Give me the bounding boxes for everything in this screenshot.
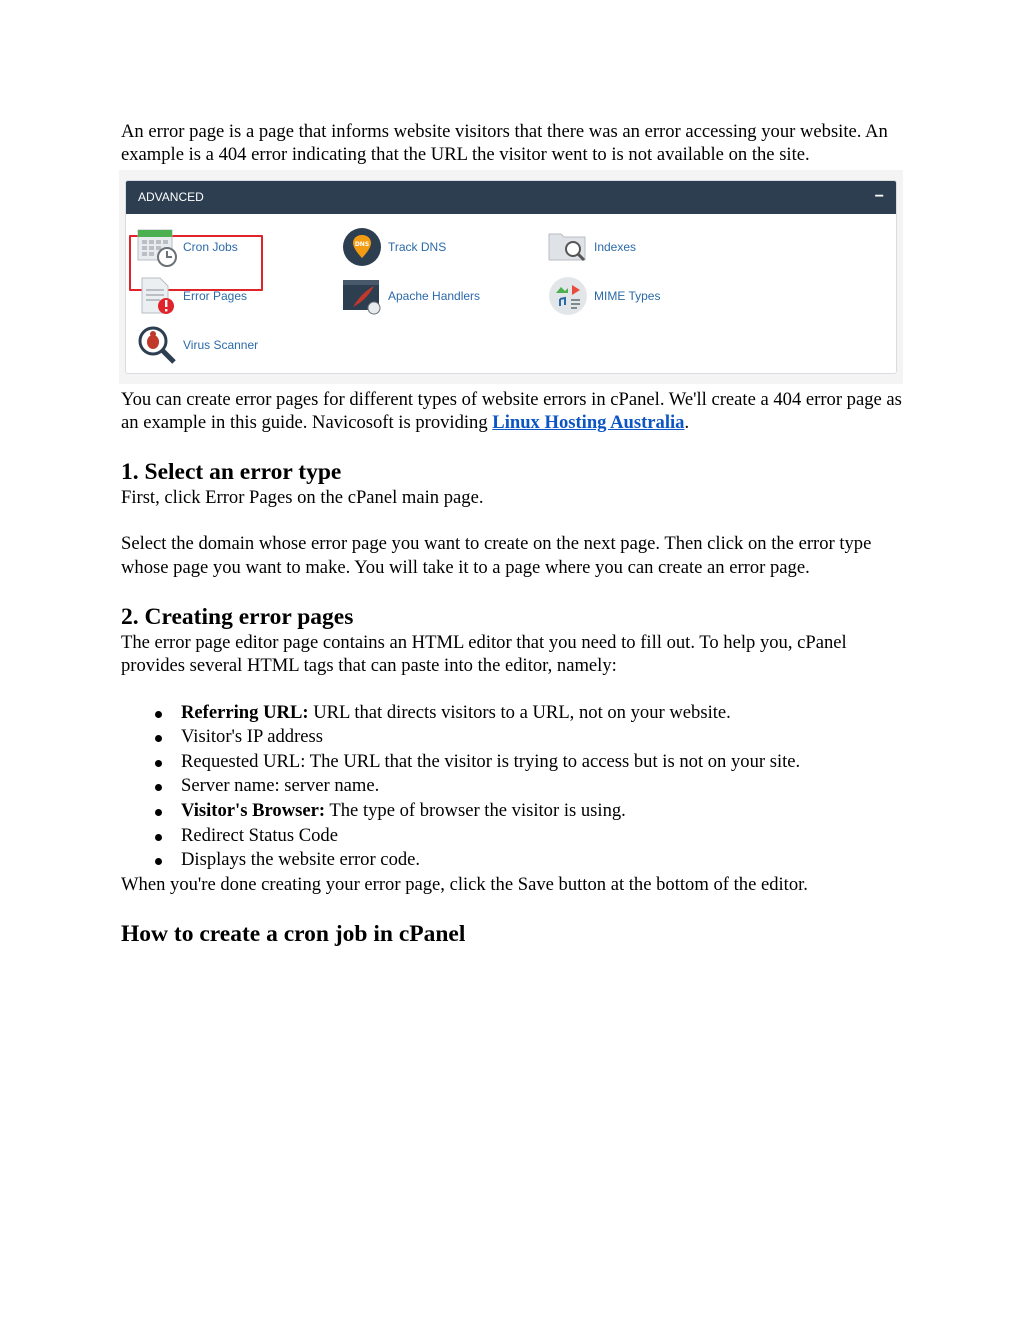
bug-magnifier-icon — [136, 324, 178, 366]
indexes-item[interactable] — [547, 226, 636, 268]
section1-p2: Select the domain whose error page you want to create on the next page. Then click on the error type whose page you want to make. You will take it to a page where you can create an error page. — [121, 533, 872, 578]
section2-p1: The error page editor page contains an HTML editor that you need to fill out. To help you, cPanel provides several HTML tags that can paste into the editor, namely: — [121, 632, 847, 677]
collapse-icon[interactable]: − — [874, 188, 884, 206]
list-item: Requested URL: The URL that the visitor is trying to access but is not on your site. — [121, 750, 905, 775]
terminal-feather-icon — [341, 275, 383, 317]
section1-p1: First, click Error Pages on the cPanel main page. — [121, 487, 484, 509]
hosting-paragraph: You can create error pages for different types of website errors in cPanel. We'll create a 404 error page as an example in this guide. Navicosoft is providing Linux Hosting Australia. — [121, 388, 902, 433]
html-tags-list — [121, 701, 905, 873]
virus-scanner-label: Virus Scanner — [183, 337, 259, 352]
list-item: Visitor's IP address — [121, 725, 905, 750]
document-error-icon — [136, 275, 178, 317]
section3-heading: How to create a cron job in cPanel — [121, 921, 466, 948]
mime-types-item[interactable] — [547, 275, 660, 317]
error-pages-item[interactable] — [136, 275, 247, 317]
media-types-icon — [547, 275, 589, 317]
advanced-panel — [125, 180, 897, 374]
list-item: Displays the website error code. — [121, 848, 905, 873]
intro-paragraph: An error page is a page that informs website visitors that there was an error accessing your website. An example is a 404 error indicating that the URL the visitor went to is not available on the site. — [121, 121, 888, 166]
track-dns-label: Track DNS — [388, 239, 447, 254]
mime-types-label: MIME Types — [594, 288, 661, 303]
apache-handlers-item[interactable] — [341, 275, 480, 317]
linux-hosting-link[interactable]: Linux Hosting Australia — [492, 411, 685, 433]
folder-search-icon — [547, 226, 589, 268]
list-item: Referring URL: URL that directs visitors to a URL, not on your website. — [121, 701, 905, 726]
indexes-label: Indexes — [594, 239, 637, 254]
panel-title: ADVANCED — [138, 190, 204, 205]
section1-heading: 1. Select an error type — [121, 459, 342, 486]
document-page — [121, 120, 905, 948]
list-item: Redirect Status Code — [121, 824, 905, 849]
apache-handlers-label: Apache Handlers — [388, 288, 481, 303]
cron-jobs-label: Cron Jobs — [183, 239, 238, 254]
track-dns-item[interactable] — [341, 226, 446, 268]
panel-header — [126, 181, 896, 214]
section2-closing: When you're done creating your error page, click the Save button at the bottom of the editor. — [121, 873, 808, 895]
error-pages-label: Error Pages — [183, 288, 248, 303]
svg-text:DNS: DNS — [354, 240, 370, 248]
list-item: Server name: server name. — [121, 774, 905, 799]
calendar-clock-icon — [136, 226, 178, 268]
section2-heading: 2. Creating error pages — [121, 604, 354, 631]
dns-pin-icon — [341, 226, 383, 268]
list-item: Visitor's Browser: The type of browser the visitor is using. — [121, 799, 905, 824]
virus-scanner-item[interactable] — [136, 324, 258, 366]
cron-jobs-item[interactable] — [136, 226, 238, 268]
cpanel-screenshot — [119, 170, 903, 384]
